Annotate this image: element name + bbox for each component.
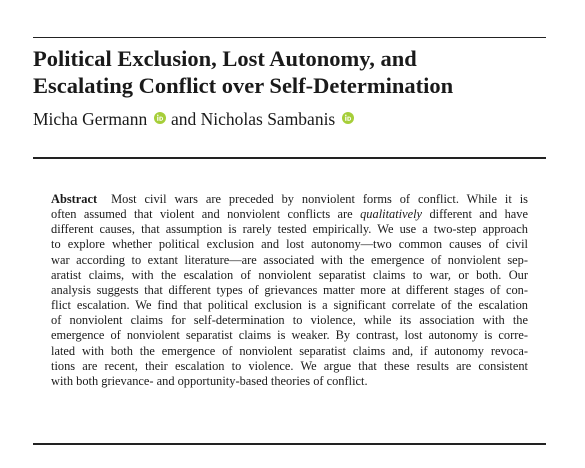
abstract-line: to explore whether political exclusion and lost autonomy—two common causes of civil	[51, 237, 528, 252]
abstract-line: analysis suggests that different types of grievances matter more at different stages of con-	[51, 282, 528, 297]
abstract-line: often assumed that violent and nonviolent conflicts are qualitatively different and have	[51, 207, 528, 222]
bottom-rule	[33, 443, 546, 445]
title-line-2: Escalating Conflict over Self-Determination	[33, 73, 454, 98]
abstract-label: Abstract	[51, 192, 98, 206]
abstract-line: different causes, that assumption is rarely tested empirically. We use a two-step approach	[51, 222, 528, 237]
top-rule	[33, 37, 546, 38]
author-name-1: Micha Germann	[33, 109, 148, 129]
abstract-line: of nonviolent claims for self-determination to violence, while its association with the	[51, 313, 528, 328]
author-name-2: Nicholas Sambanis	[200, 109, 336, 129]
section-rule	[33, 157, 546, 159]
abstract-line: lated with both the emergence of nonviolent separatist claims and, if autonomy revoca-	[51, 343, 528, 358]
author-list	[33, 108, 355, 130]
abstract-line: flict escalation. We find that political exclusion is a significant correlate of the escalation	[51, 298, 528, 313]
abstract-line: war according to extant literature—are associated with the emergence of nonviolent sep-	[51, 252, 528, 267]
abstract-emphasis: qualitatively	[360, 207, 423, 222]
orcid-icon[interactable]	[154, 112, 166, 124]
abstract	[51, 192, 528, 389]
abstract-line: with both grievance- and opportunity-based theories of conflict.	[51, 373, 368, 388]
abstract-line: tions are recent, their escalation to violence. We argue that these results are consistent	[51, 358, 528, 373]
author-connector: and	[170, 109, 197, 129]
abstract-line: aratist claims, with the escalation of nonviolent separatist claims to war, or both. Our	[51, 267, 528, 282]
title-line-1: Political Exclusion, Lost Autonomy, and	[33, 46, 417, 71]
paper-title	[33, 45, 553, 99]
abstract-line: Abstract Most civil wars are preceded by nonviolent forms of conflict. While it is	[51, 192, 528, 206]
abstract-line: emergence of nonviolent separatist claims is weaker. By contrast, lost autonomy is corre-	[51, 328, 528, 343]
orcid-icon[interactable]	[342, 112, 354, 124]
